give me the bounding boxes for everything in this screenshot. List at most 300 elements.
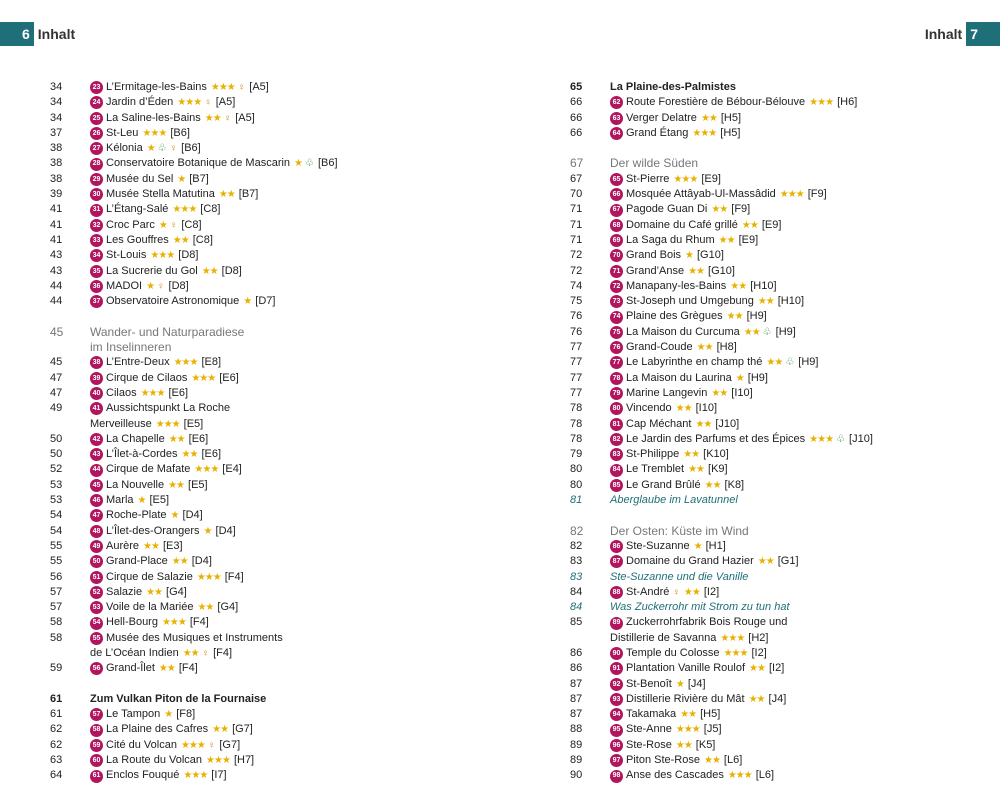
spacer (50, 309, 490, 324)
toc-row[interactable] (50, 172, 490, 187)
map-grid-ref: [C8] (192, 233, 213, 246)
page-number: 84 (570, 585, 583, 598)
toc-row[interactable] (570, 248, 1000, 263)
toc-row[interactable] (50, 126, 490, 141)
toc-row[interactable] (50, 600, 490, 615)
entry-text (610, 233, 758, 248)
toc-row[interactable] (50, 264, 490, 279)
toc-row[interactable] (570, 646, 1000, 661)
star-rating: ★ (146, 143, 155, 155)
entry-text (610, 325, 796, 340)
entry-name: St-Philippe (626, 448, 680, 461)
toc-row[interactable] (50, 524, 490, 539)
toc-row[interactable] (570, 386, 1000, 401)
toc-row[interactable] (50, 187, 490, 202)
right-toc-column (570, 80, 1000, 784)
toc-row[interactable] (570, 371, 1000, 386)
star-rating: ★ (164, 709, 173, 721)
star-rating: ★★ (683, 586, 700, 598)
toc-row[interactable] (50, 462, 490, 477)
toc-row[interactable] (570, 677, 1000, 692)
entry-number-badge: 38 (90, 356, 103, 369)
entry-number-badge: 42 (90, 433, 103, 446)
entry-name: Plaine des Grègues (626, 310, 723, 323)
map-grid-ref: [E5] (149, 494, 170, 507)
star-rating: ★★★ (191, 372, 216, 384)
star-rating: ★★ (743, 326, 760, 338)
toc-row[interactable] (50, 401, 490, 416)
entry-text (90, 753, 254, 768)
entry-number-badge: 81 (610, 418, 623, 431)
entry-name: Observatoire Astronomique (106, 295, 240, 308)
toc-row[interactable] (570, 309, 1000, 324)
toc-row[interactable] (570, 615, 1000, 630)
star-rating: ★ (693, 540, 702, 552)
toc-row[interactable] (570, 218, 1000, 233)
toc-row[interactable] (570, 202, 1000, 217)
map-grid-ref: [H6] (837, 96, 858, 109)
page-number: 52 (50, 463, 63, 476)
star-rating: ★ (177, 173, 186, 185)
entry-name: Verger Delatre (626, 111, 697, 124)
entry-name: Le Grand Brûlé (626, 478, 701, 491)
map-grid-ref: [D8] (221, 264, 242, 277)
map-grid-ref: [B6] (317, 157, 338, 170)
entry-name: La Saga du Rhum (626, 233, 715, 246)
star-rating: ★★★ (173, 357, 198, 369)
entry-name: Aussichtspunkt La Roche (106, 402, 231, 415)
toc-row[interactable] (570, 233, 1000, 248)
star-rating: ★★ (172, 234, 189, 246)
entry-number-badge: 97 (610, 754, 623, 767)
toc-row[interactable] (570, 722, 1000, 737)
entry-text (90, 738, 240, 753)
toc-row[interactable] (50, 554, 490, 569)
entry-name: Hell-Bourg (106, 616, 158, 629)
entry-number-badge: 66 (610, 188, 623, 201)
entry-name: Piton Ste-Rose (626, 754, 700, 767)
toc-row[interactable] (570, 126, 1000, 141)
entry-number-badge: 74 (610, 311, 623, 324)
toc-row[interactable] (50, 202, 490, 217)
entry-text (90, 187, 258, 202)
page-number: 87 (570, 708, 583, 721)
entry-name: Grand-Îlet (106, 662, 155, 675)
star-rating: ★★★ (172, 204, 197, 216)
map-grid-ref: [L6] (723, 754, 743, 767)
toc-row[interactable] (570, 294, 1000, 309)
star-rating: ★★ (212, 724, 229, 736)
toc-row[interactable] (50, 585, 490, 600)
map-grid-ref: [E9] (761, 218, 782, 231)
toc-row[interactable] (570, 401, 1000, 416)
entry-name: Ste-Anne (626, 723, 672, 736)
star-rating: ★★ (168, 479, 185, 491)
section-heading-row[interactable] (570, 80, 1000, 95)
entry-text (610, 111, 741, 126)
star-rating: ★★★ (196, 571, 221, 583)
page-number: 76 (570, 310, 583, 323)
map-grid-ref: [F4] (213, 646, 233, 659)
map-grid-ref: [I2] (768, 662, 785, 675)
toc-row[interactable] (570, 95, 1000, 110)
page-number: 83 (570, 570, 583, 583)
entry-name: Les Gouffres (106, 233, 169, 246)
toc-row[interactable] (570, 432, 1000, 447)
entry-name: St-Leu (106, 126, 139, 139)
special-topic-row[interactable] (570, 493, 1000, 508)
page-number: 81 (570, 494, 583, 507)
entry-number-badge: 65 (610, 173, 623, 186)
entry-name: Le Tampon (106, 708, 161, 721)
entry-number-badge: 31 (90, 204, 103, 217)
page-number: 53 (50, 478, 63, 491)
entry-text (610, 539, 726, 554)
star-rating: ★★ (688, 464, 705, 476)
entry-name: Plantation Vanille Roulof (626, 662, 746, 675)
toc-row[interactable] (50, 707, 490, 722)
map-grid-ref: [H9] (775, 325, 796, 338)
toc-row[interactable] (50, 738, 490, 753)
toc-row[interactable] (50, 631, 490, 646)
entry-number-badge: 30 (90, 188, 103, 201)
spacer (50, 677, 490, 692)
map-grid-ref: [D8] (178, 249, 199, 262)
map-grid-ref: [D7] (255, 295, 276, 308)
star-rating: ★★★ (140, 387, 165, 399)
entry-name: Le Tremblet (626, 463, 685, 476)
map-grid-ref: [I10] (731, 386, 753, 399)
section-heading-row[interactable] (50, 692, 490, 707)
toc-row[interactable] (50, 95, 490, 110)
rain-icon: ♧ (785, 357, 795, 369)
entry-number-badge: 92 (610, 678, 623, 691)
map-grid-ref: [I2] (751, 646, 767, 659)
family-icon: ♀ (169, 143, 178, 155)
entry-number-badge: 34 (90, 249, 103, 262)
page-number: 45 (50, 356, 63, 369)
toc-row[interactable] (570, 554, 1000, 569)
page-number: 65 (570, 81, 583, 93)
star-rating: ★ (685, 250, 693, 262)
map-grid-ref: [K8] (724, 478, 745, 491)
star-rating: ★★ (158, 663, 175, 675)
star-rating: ★★ (182, 647, 199, 659)
entry-number-badge: 64 (610, 127, 623, 140)
star-rating: ★★ (700, 112, 717, 124)
entry-text (610, 355, 818, 370)
star-rating: ★★★ (723, 647, 748, 659)
toc-row[interactable] (50, 80, 490, 95)
map-grid-ref: [G7] (232, 723, 253, 736)
entry-text (610, 340, 737, 355)
toc-row[interactable] (50, 570, 490, 585)
star-rating: ★★ (726, 311, 743, 323)
toc-row[interactable] (570, 325, 1000, 340)
entry-name: La Maison du Curcuma (626, 325, 740, 338)
star-rating: ★★★ (177, 97, 202, 109)
entry-number-badge: 24 (90, 96, 103, 109)
entry-name: L’Entre-Deux (106, 356, 170, 369)
page-number: 86 (570, 662, 583, 675)
entry-name: Le Jardin des Parfums et des Épices (626, 432, 806, 445)
page-number: 49 (50, 402, 63, 415)
toc-row[interactable] (50, 478, 490, 493)
entry-name: Aurère (106, 539, 140, 552)
family-icon: ♀ (207, 739, 216, 751)
toc-row[interactable] (570, 585, 1000, 600)
toc-row[interactable] (50, 722, 490, 737)
left-toc-column (50, 80, 490, 784)
toc-row[interactable] (570, 478, 1000, 493)
entry-number-badge: 88 (610, 586, 623, 599)
left-page-number: 6 (0, 22, 34, 46)
map-grid-ref: [E6] (219, 371, 239, 384)
entry-number-badge: 52 (90, 586, 103, 599)
entry-text (610, 187, 827, 202)
map-grid-ref: [E3] (162, 539, 183, 552)
toc-row[interactable] (50, 508, 490, 523)
toc-row[interactable] (570, 187, 1000, 202)
entry-name: Route Forestière de Bébour-Bélouve (626, 96, 806, 109)
entry-name: Anse des Cascades (626, 769, 724, 782)
page-number: 89 (570, 738, 583, 751)
toc-row[interactable] (570, 340, 1000, 355)
star-rating: ★★ (695, 418, 712, 430)
star-rating: ★★ (197, 602, 214, 614)
page-number: 43 (50, 264, 63, 277)
entry-name: Grand Bois (626, 249, 682, 262)
entry-text (90, 570, 244, 585)
toc-row[interactable] (570, 753, 1000, 768)
toc-row[interactable] (50, 386, 490, 401)
toc-row[interactable] (570, 631, 1000, 646)
toc-row[interactable] (570, 539, 1000, 554)
star-rating: ★★★ (183, 770, 208, 782)
toc-row[interactable] (50, 661, 490, 676)
entry-text (610, 692, 786, 707)
map-grid-ref: [A5] (215, 96, 236, 109)
star-rating: ★★★ (155, 418, 180, 430)
entry-name: St-Pierre (626, 172, 670, 185)
entry-number-badge: 76 (610, 341, 623, 354)
toc-row[interactable] (50, 447, 490, 462)
page-number: 37 (50, 126, 63, 139)
entry-name: La Nouvelle (106, 478, 165, 491)
page-number: 89 (570, 754, 583, 767)
entry-number-badge: 95 (610, 724, 623, 737)
entry-number-badge: 32 (90, 219, 103, 232)
toc-row[interactable] (50, 493, 490, 508)
toc-row[interactable] (50, 539, 490, 554)
entry-number-badge: 61 (90, 770, 103, 783)
page-number: 61 (50, 692, 63, 705)
entry-text (610, 722, 722, 737)
entry-name: L’Îlet-à-Cordes (106, 448, 178, 461)
map-grid-ref: [H9] (746, 310, 767, 323)
entry-number-badge: 86 (610, 540, 623, 553)
map-grid-ref: [H5] (720, 126, 741, 139)
entry-name: Domaine du Café grillé (626, 218, 738, 231)
toc-row[interactable] (570, 111, 1000, 126)
section-heading-row[interactable] (570, 156, 1000, 171)
map-grid-ref: [H7] (233, 754, 255, 767)
page-number: 72 (570, 264, 583, 277)
page-number: 79 (570, 448, 583, 461)
map-grid-ref: [H5] (700, 708, 721, 721)
entry-text (610, 371, 768, 386)
star-rating: ★★ (749, 663, 765, 675)
star-rating: ★★ (683, 449, 700, 461)
entry-number-badge: 35 (90, 265, 103, 278)
special-topic-row[interactable] (570, 600, 1000, 615)
toc-row[interactable] (570, 462, 1000, 477)
toc-row[interactable] (50, 233, 490, 248)
toc-row[interactable] (50, 768, 490, 783)
page-number: 80 (570, 463, 583, 476)
toc-row[interactable] (570, 355, 1000, 370)
page-number: 38 (50, 157, 63, 170)
toc-row[interactable] (570, 172, 1000, 187)
map-grid-ref: [J4] (768, 692, 787, 705)
star-rating: ★★★ (809, 97, 834, 109)
entry-name: St-Joseph und Umgebung (626, 295, 754, 308)
entry-text (90, 524, 236, 539)
toc-row[interactable] (50, 417, 490, 432)
entry-text (90, 707, 195, 722)
toc-row[interactable] (50, 279, 490, 294)
entry-text (90, 80, 269, 95)
map-grid-ref: [C8] (200, 203, 221, 216)
toc-row[interactable] (50, 646, 490, 661)
toc-row[interactable] (570, 264, 1000, 279)
special-topic-row[interactable] (570, 570, 1000, 585)
entry-text (90, 462, 242, 477)
star-rating: ★★★ (720, 632, 745, 644)
family-icon: ♀ (223, 112, 232, 124)
toc-row[interactable] (50, 248, 490, 263)
section-heading-row[interactable] (570, 524, 1000, 539)
page-number: 83 (570, 555, 583, 568)
entry-name: Vincendo (626, 402, 672, 415)
star-rating: ★ (243, 296, 252, 308)
map-grid-ref: [F4] (189, 616, 209, 629)
star-rating: ★★★ (161, 617, 186, 629)
entry-continuation (610, 631, 768, 646)
page-number: 74 (570, 279, 583, 292)
toc-row[interactable] (50, 371, 490, 386)
left-page-header (0, 22, 79, 46)
toc-row[interactable] (50, 141, 490, 156)
toc-row[interactable] (50, 294, 490, 309)
entry-number-badge: 49 (90, 540, 103, 553)
section-title: Der wilde Süden (610, 156, 699, 171)
entry-number-badge: 93 (610, 693, 623, 706)
entry-number-badge: 77 (610, 356, 623, 369)
map-grid-ref: [F8] (176, 708, 196, 721)
entry-text (90, 111, 255, 126)
entry-number-badge: 59 (90, 739, 103, 752)
toc-row[interactable] (50, 615, 490, 630)
toc-row[interactable] (570, 661, 1000, 676)
entry-text (610, 738, 715, 753)
star-rating: ★★ (696, 342, 713, 354)
family-icon: ♀ (672, 586, 680, 598)
star-rating: ★★★ (673, 173, 698, 185)
continuation-text: Distillerie de Savanna (610, 631, 717, 644)
map-grid-ref: [J4] (687, 677, 706, 690)
toc-row[interactable] (50, 340, 490, 355)
entry-text (90, 432, 208, 447)
star-rating: ★ (203, 525, 212, 537)
toc-row[interactable] (50, 753, 490, 768)
toc-row[interactable] (570, 417, 1000, 432)
entry-number-badge: 53 (90, 601, 103, 614)
entry-name: MADOI (106, 279, 143, 292)
entry-name: L’Ermitage-les-Bains (106, 81, 207, 93)
map-grid-ref: [C8] (181, 218, 202, 231)
map-grid-ref: [E6] (201, 448, 222, 461)
page-number: 54 (50, 509, 63, 522)
star-rating: ★★★ (206, 755, 230, 767)
page-number: 77 (570, 386, 583, 399)
entry-text (90, 661, 198, 676)
toc-row[interactable] (570, 279, 1000, 294)
toc-row[interactable] (50, 218, 490, 233)
toc-row[interactable] (50, 432, 490, 447)
toc-row[interactable] (570, 738, 1000, 753)
toc-row[interactable] (570, 768, 1000, 783)
toc-row[interactable] (570, 692, 1000, 707)
entry-name: La Sucrerie du Gol (106, 264, 198, 277)
entry-number-badge: 90 (610, 647, 623, 660)
page-number: 50 (50, 432, 63, 445)
entry-number-badge: 45 (90, 479, 103, 492)
star-rating: ★★★ (150, 250, 175, 262)
star-rating: ★★ (757, 556, 774, 568)
page-number: 78 (570, 432, 583, 445)
star-rating: ★★ (718, 234, 735, 246)
entry-name: Distillerie Rivière du Mât (626, 692, 745, 705)
entry-name: Cilaos (106, 386, 137, 399)
entry-number-badge: 47 (90, 509, 103, 522)
entry-text (610, 478, 744, 493)
toc-row[interactable] (570, 447, 1000, 462)
star-rating: ★★★ (779, 189, 804, 201)
star-rating: ★★ (675, 403, 692, 415)
family-icon: ♀ (169, 219, 178, 231)
toc-row[interactable] (50, 111, 490, 126)
entry-text (90, 600, 238, 615)
map-grid-ref: [J10] (715, 417, 740, 430)
toc-row[interactable] (50, 355, 490, 370)
star-rating: ★★ (688, 265, 705, 277)
entry-text (90, 264, 242, 279)
page-number: 66 (570, 96, 583, 109)
page-number: 34 (50, 111, 63, 124)
page-number: 39 (50, 188, 63, 201)
entry-number-badge: 71 (610, 265, 623, 278)
entry-name: La Maison du Laurina (626, 371, 732, 384)
entry-text (610, 646, 767, 661)
section-heading-row[interactable] (50, 325, 490, 340)
entry-name: Domaine du Grand Hazier (626, 555, 754, 568)
rain-icon: ♧ (305, 158, 314, 170)
map-grid-ref: [F4] (224, 570, 244, 583)
toc-row[interactable] (50, 156, 490, 171)
entry-text (610, 126, 740, 141)
toc-row[interactable] (570, 707, 1000, 722)
